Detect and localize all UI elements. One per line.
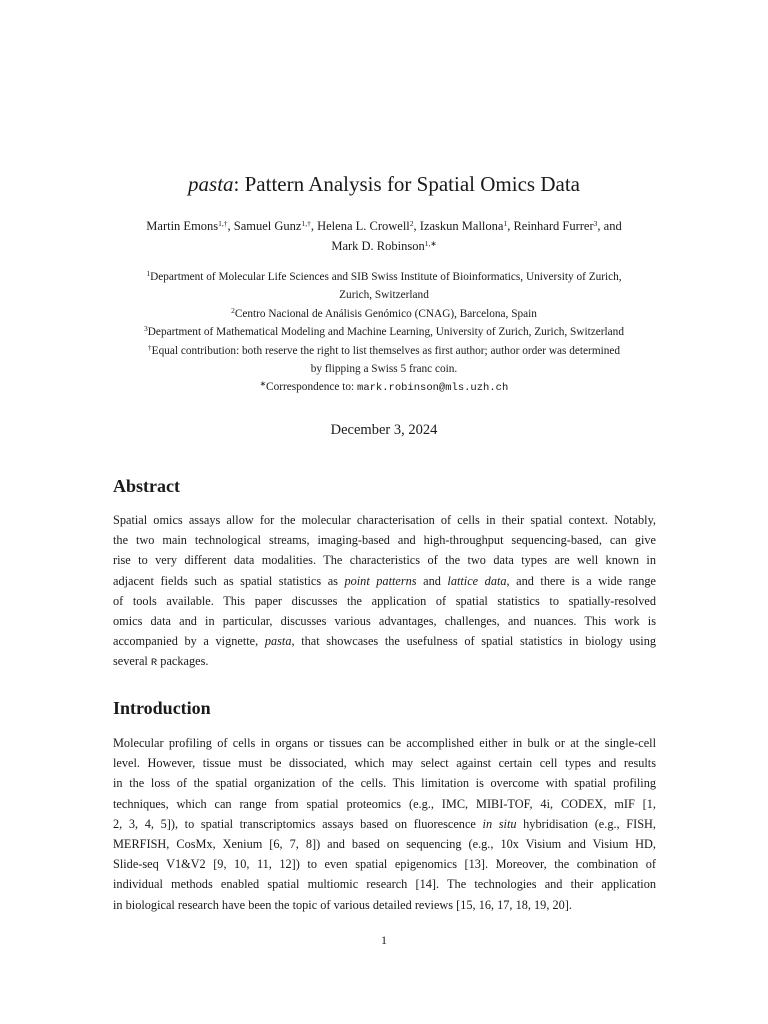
equal-contribution-cont: by flipping a Swiss 5 franc coin. [310, 363, 458, 376]
author-name: , Samuel Gunz [227, 219, 302, 233]
text-line [113, 631, 656, 651]
affil-text: Centro Nacional de Análisis Genómico (CNAG), Barcelona, Spain [234, 307, 537, 320]
text-line: in the loss of the spatial organization of the cells. This limitation is overcome with spatial profiling [113, 776, 656, 791]
text-line: individual methods enabled spatial multiomic research [14]. The technologies and their application [113, 877, 656, 892]
text-span: several [113, 654, 151, 669]
correspondence [90, 378, 678, 397]
author-name: , Reinhard Furrer [507, 219, 594, 233]
author-line-1 [100, 216, 668, 236]
affil-text: Equal contribution: both reserve the right to list themselves as first author; author order was determined [151, 344, 621, 357]
affil-mark: 1 [146, 269, 151, 278]
author-name: , and [597, 219, 622, 233]
text-line: techniques, which can range from spatial proteomics (e.g., IMC, MIBI-TOF, 4i, CODEX, mIF [1, [113, 796, 656, 811]
affil-text: Department of Mathematical Modeling and Machine Learning, University of Zurich, Zurich, Switzerland [147, 326, 624, 339]
affiliations [90, 268, 678, 398]
text-line [113, 814, 656, 834]
author-affil-mark: 1,† [301, 219, 311, 228]
text-line: MERFISH, CosMx, Xenium [6, 7, 8]) and based on sequencing (e.g., 10x Visium and Visium HD, [113, 837, 656, 852]
affiliation-1 [90, 268, 678, 286]
text-span: hybridisation (e.g., FISH, [516, 816, 657, 831]
affiliation-3 [90, 323, 678, 341]
affiliation-1-cont: Zurich, Switzerland [339, 289, 429, 302]
author-name: Mark D. Robinson [331, 239, 425, 253]
introduction-text [113, 733, 656, 915]
text-span: and [416, 573, 448, 588]
text-line: Slide-seq V1&V2 [9, 10, 11, 12]) to even spatial epigenomics [13]. Moreover, the combination of [113, 857, 656, 872]
text-emphasis: in situ [482, 816, 517, 831]
author-affil-mark: 1,† [218, 219, 228, 228]
text-line: rise to very different data modalities. The characteristics of the two data types are well known in [113, 553, 656, 568]
author-affil-mark: 1 [503, 219, 508, 228]
author-affil-mark: 2 [409, 219, 414, 228]
text-span: , that showcases the usefulness of spatial statistics in biology using [291, 634, 656, 649]
affil-text: Department of Molecular Life Sciences and SIB Swiss Institute of Bioinformatics, University of Zurich, [150, 271, 622, 283]
text-span: , and there is a wide range [506, 573, 656, 588]
code-text: R [150, 657, 158, 670]
abstract-text [113, 510, 656, 674]
author-affil-mark: 1,∗ [424, 239, 437, 248]
author-affil-mark: 3 [593, 219, 598, 228]
text-line: omics data and in particular, discusses various advantages, challenges, and nuances. This work is [113, 614, 656, 629]
title-italic-part: pasta [188, 172, 234, 196]
text-line: Spatial omics assays allow for the molecular characterisation of cells in their spatial context. Notably, [113, 513, 656, 527]
affiliation-2 [90, 305, 678, 323]
publication-date: December 3, 2024 [330, 422, 438, 438]
text-line: of tools available. This paper discusses the application of spatial statistics to spatially-resolved [113, 593, 656, 608]
text-emphasis: pasta [264, 634, 292, 649]
text-span: adjacent fields such as spatial statistics as [113, 573, 345, 588]
abstract-heading: Abstract [113, 476, 180, 496]
text-line: level. However, tissue must be dissociated, which may select against certain cell types and results [113, 756, 656, 771]
affil-mark: † [147, 342, 152, 352]
affil-mark: 3 [144, 324, 148, 334]
affil-mark: 2 [231, 305, 235, 315]
correspondence-email[interactable]: mark.robinson@mls.uzh.ch [357, 382, 509, 395]
text-line: in biological research have been the topic of various detailed reviews [15, 16, 17, 18, 19, 20]. [113, 897, 572, 912]
author-list [100, 216, 668, 256]
author-name: Martin Emons [146, 219, 219, 233]
text-line [113, 651, 656, 673]
title-rest: : Pattern Analysis for Spatial Omics Data [233, 172, 580, 196]
text-span: 2, 3, 4, 5]), to spatial transcriptomics assays based on fluorescence [113, 816, 483, 831]
introduction-heading: Introduction [113, 698, 211, 718]
affil-mark: ∗ [259, 379, 267, 389]
author-name: , Izaskun Mallona [413, 219, 504, 233]
text-emphasis: lattice data [447, 573, 507, 588]
paper-title [0, 170, 768, 198]
page-number: 1 [381, 933, 387, 947]
text-span: packages. [157, 654, 209, 669]
text-line: the two main technological streams, imaging-based and high-throughput sequencing-based, can give [113, 533, 656, 548]
text-line: Molecular profiling of cells in organs or tissues can be accomplished either in bulk or at the single-cell [113, 736, 656, 750]
author-line-2 [100, 236, 668, 256]
correspondence-label: Correspondence to: [266, 381, 358, 394]
text-line [113, 571, 656, 591]
text-span: accompanied by a vignette, [113, 634, 265, 649]
equal-contribution-note [90, 342, 678, 360]
author-name: , Helena L. Crowell [310, 219, 410, 233]
text-emphasis: point patterns [344, 573, 417, 588]
